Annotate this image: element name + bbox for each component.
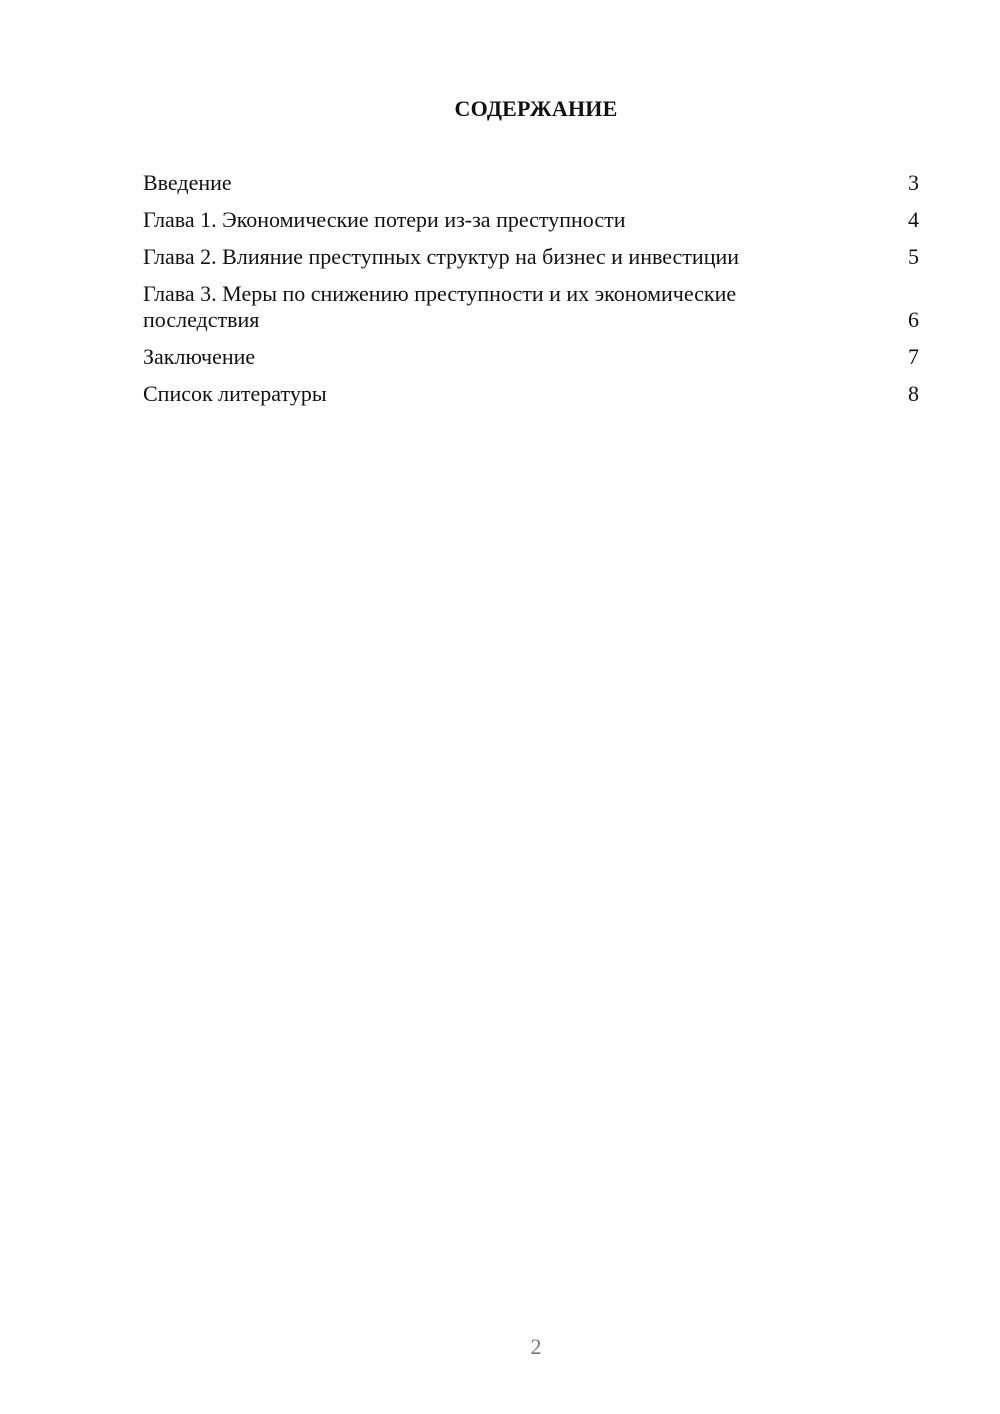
table-of-contents xyxy=(143,170,919,407)
toc-entry-page: 5 xyxy=(908,244,919,269)
toc-entry-page: 7 xyxy=(908,344,919,369)
toc-entry-chapter-1[interactable] xyxy=(143,207,919,233)
toc-entry-page: 3 xyxy=(908,170,919,195)
toc-entry-label: Введение xyxy=(143,170,232,195)
toc-entry-page: 8 xyxy=(908,381,919,406)
toc-entry-label: Глава 2. Влияние преступных структур на бизнес и инвестиции xyxy=(143,244,740,269)
page-number: 2 xyxy=(530,1334,542,1359)
toc-entry-label: Список литературы xyxy=(143,381,327,406)
toc-entry-label: Глава 3. Меры по снижению преступности и их экономические последствия xyxy=(143,281,737,332)
toc-entry-chapter-3[interactable] xyxy=(143,281,919,333)
toc-entry-references[interactable] xyxy=(143,381,919,407)
toc-entry-page: 4 xyxy=(908,207,919,232)
toc-entry-page: 6 xyxy=(908,307,919,332)
toc-entry-conclusion[interactable] xyxy=(143,344,919,370)
toc-entry-label: Заключение xyxy=(143,344,256,369)
page-title: СОДЕРЖАНИЕ xyxy=(454,96,618,121)
toc-entry-label: Глава 1. Экономические потери из-за преступности xyxy=(143,207,626,232)
toc-entry-introduction[interactable] xyxy=(143,170,919,196)
toc-entry-chapter-2[interactable] xyxy=(143,244,919,270)
